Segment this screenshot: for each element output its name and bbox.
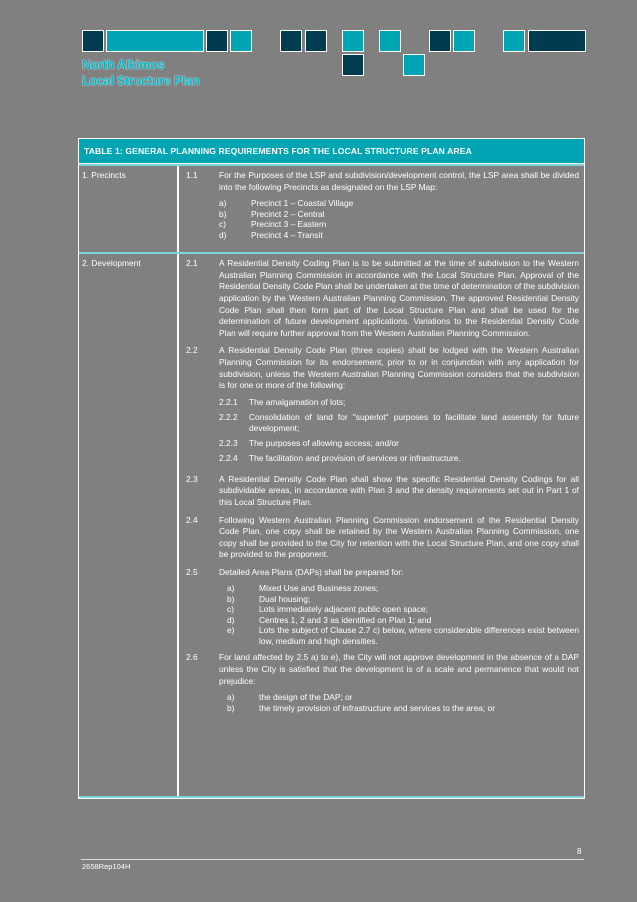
planning-requirements-table <box>78 138 585 799</box>
logo-square <box>305 30 327 52</box>
clause-number: 2.2 <box>186 345 198 356</box>
list-item: c) Lots immediately adjacent public open space; <box>227 604 428 615</box>
logo-square <box>206 30 228 52</box>
clause-number: 2.3 <box>186 473 198 484</box>
clause-text: Detailed Area Plans (DAPs) shall be prepared for: <box>219 566 404 577</box>
clause-1-1 <box>186 170 579 240</box>
subclause: 2.2.1 The amalgamation of lots; <box>219 396 346 407</box>
logo-square <box>280 30 302 52</box>
clause-number: 2.1 <box>186 258 198 269</box>
list-item: d) Precinct 4 – Transit <box>219 229 323 240</box>
logo-bar <box>106 30 204 52</box>
clause-2-4 <box>186 515 579 561</box>
clause-number: 2.4 <box>186 514 198 525</box>
logo-square <box>379 30 401 52</box>
logo-square <box>82 30 104 52</box>
list-item: e) Lots the subject of Clause 2.7 c) below, where considerable differences exist between low, medium and high densities. <box>227 625 579 646</box>
table-bottom-rule <box>79 796 584 798</box>
table-row-development <box>79 252 584 796</box>
footer-divider <box>81 859 584 860</box>
clause-text: A Residential Density Code Plan shall show the specific Residential Density Codings for all subdividable areas, in accordance with Plan 3 and the density requirements set out in Part 1 of this Local Structure Plan. <box>219 473 579 507</box>
document-title-line2: Local Structure Plan <box>82 74 200 88</box>
clause-text: For the Purposes of the LSP and subdivision/development control, the LSP area shall be divided into the following Precincts as designated on the LSP Map: <box>219 170 579 192</box>
logo-square <box>342 54 364 76</box>
clause-2-6 <box>186 652 579 713</box>
list-item: b) the timely provision of infrastructure and services to the area; or <box>227 702 496 713</box>
row-label: 2. Development <box>79 254 179 796</box>
list-item: b) Dual housing; <box>227 593 311 604</box>
list-item: a) the design of the DAP; or <box>227 692 353 703</box>
clause-number: 2.5 <box>186 566 198 577</box>
table-heading: TABLE 1: GENERAL PLANNING REQUIREMENTS FOR THE LOCAL STRUCTURE PLAN AREA <box>79 139 584 164</box>
list-item: d) Centres 1, 2 and 3 as identified on Plan 1; and <box>227 614 432 625</box>
condition-list <box>219 692 579 713</box>
clause-text: A Residential Density Coding Plan is to be submitted at the time of subdivision to the Western Australian Planning Commission in accordance with the Local Structure Plan. Approval of the Residential Density Code Plan shall be undertaken at the time of determination of the subdivision application by the Western Australian Planning Commission. The approved Residential Density Code Plan shall then form part of the Local Structure Plan and shall be used for the determination of future development applications. Variations to the Residential Density Code Plan will require further approval from the Western Australian Planning Commission. <box>219 258 579 338</box>
list-item: b) Precinct 2 – Central <box>219 208 325 219</box>
table-row-precincts <box>79 164 584 252</box>
page-number: 8 <box>577 847 582 856</box>
subclause: 2.2.2 Consolidation of land for "superlot" purposes to facilitate land assembly for future development; <box>219 411 579 433</box>
list-item: a) Mixed Use and Business zones; <box>227 583 379 594</box>
clause-text: For land affected by 2.5 a) to e), the City will not approve development in the absence of a DAP unless the City is satisfied that the development is of a scale and permanence that would not prejudice: <box>219 652 579 686</box>
clause-number: 2.6 <box>186 652 198 663</box>
subclause: 2.2.3 The purposes of allowing access; and/or <box>219 437 399 448</box>
precinct-list <box>219 198 579 240</box>
document-code: 2658Rep104H <box>82 862 131 871</box>
clause-2-2 <box>186 345 579 467</box>
subclause: 2.2.4 The facilitation and provision of services or infrastructure. <box>219 452 461 463</box>
logo-square <box>342 30 364 52</box>
row-label: 1. Precincts <box>79 166 179 252</box>
dap-list <box>219 583 579 646</box>
clause-2-5 <box>186 567 579 647</box>
list-item: c) Precinct 3 – Eastern <box>219 219 327 230</box>
logo-square <box>429 30 451 52</box>
logo-square <box>503 30 525 52</box>
clause-number: 1.1 <box>186 170 198 180</box>
document-title <box>82 57 200 89</box>
document-title-line1: North Alkimos <box>82 58 165 72</box>
clause-2-1 <box>186 258 579 339</box>
list-item: a) Precinct 1 – Coastal Village <box>219 198 354 209</box>
logo-square <box>403 54 425 76</box>
clause-text: A Residential Density Code Plan (three copies) shall be lodged with the Western Australian Planning Commission for its endorsement, prior to or in conjunction with any application for subdivision, unless the Western Australian Planning Commission considers that the subdivision is for one or more of the following: <box>219 345 579 391</box>
row-content <box>179 254 584 796</box>
logo-square <box>453 30 475 52</box>
logo-bar <box>528 30 586 52</box>
logo-square <box>230 30 252 52</box>
row-content <box>179 166 584 252</box>
clause-text: Following Western Australian Planning Commission endorsement of the Residential Density Code Plan, one copy shall be retained by the Western Australian Planning Commission, one copy shall be provided to the City for retention with the Local Structure Plan, and one copy shall be provided to the proponent. <box>219 514 579 560</box>
subclause-list <box>219 397 579 464</box>
clause-2-3 <box>186 474 579 509</box>
